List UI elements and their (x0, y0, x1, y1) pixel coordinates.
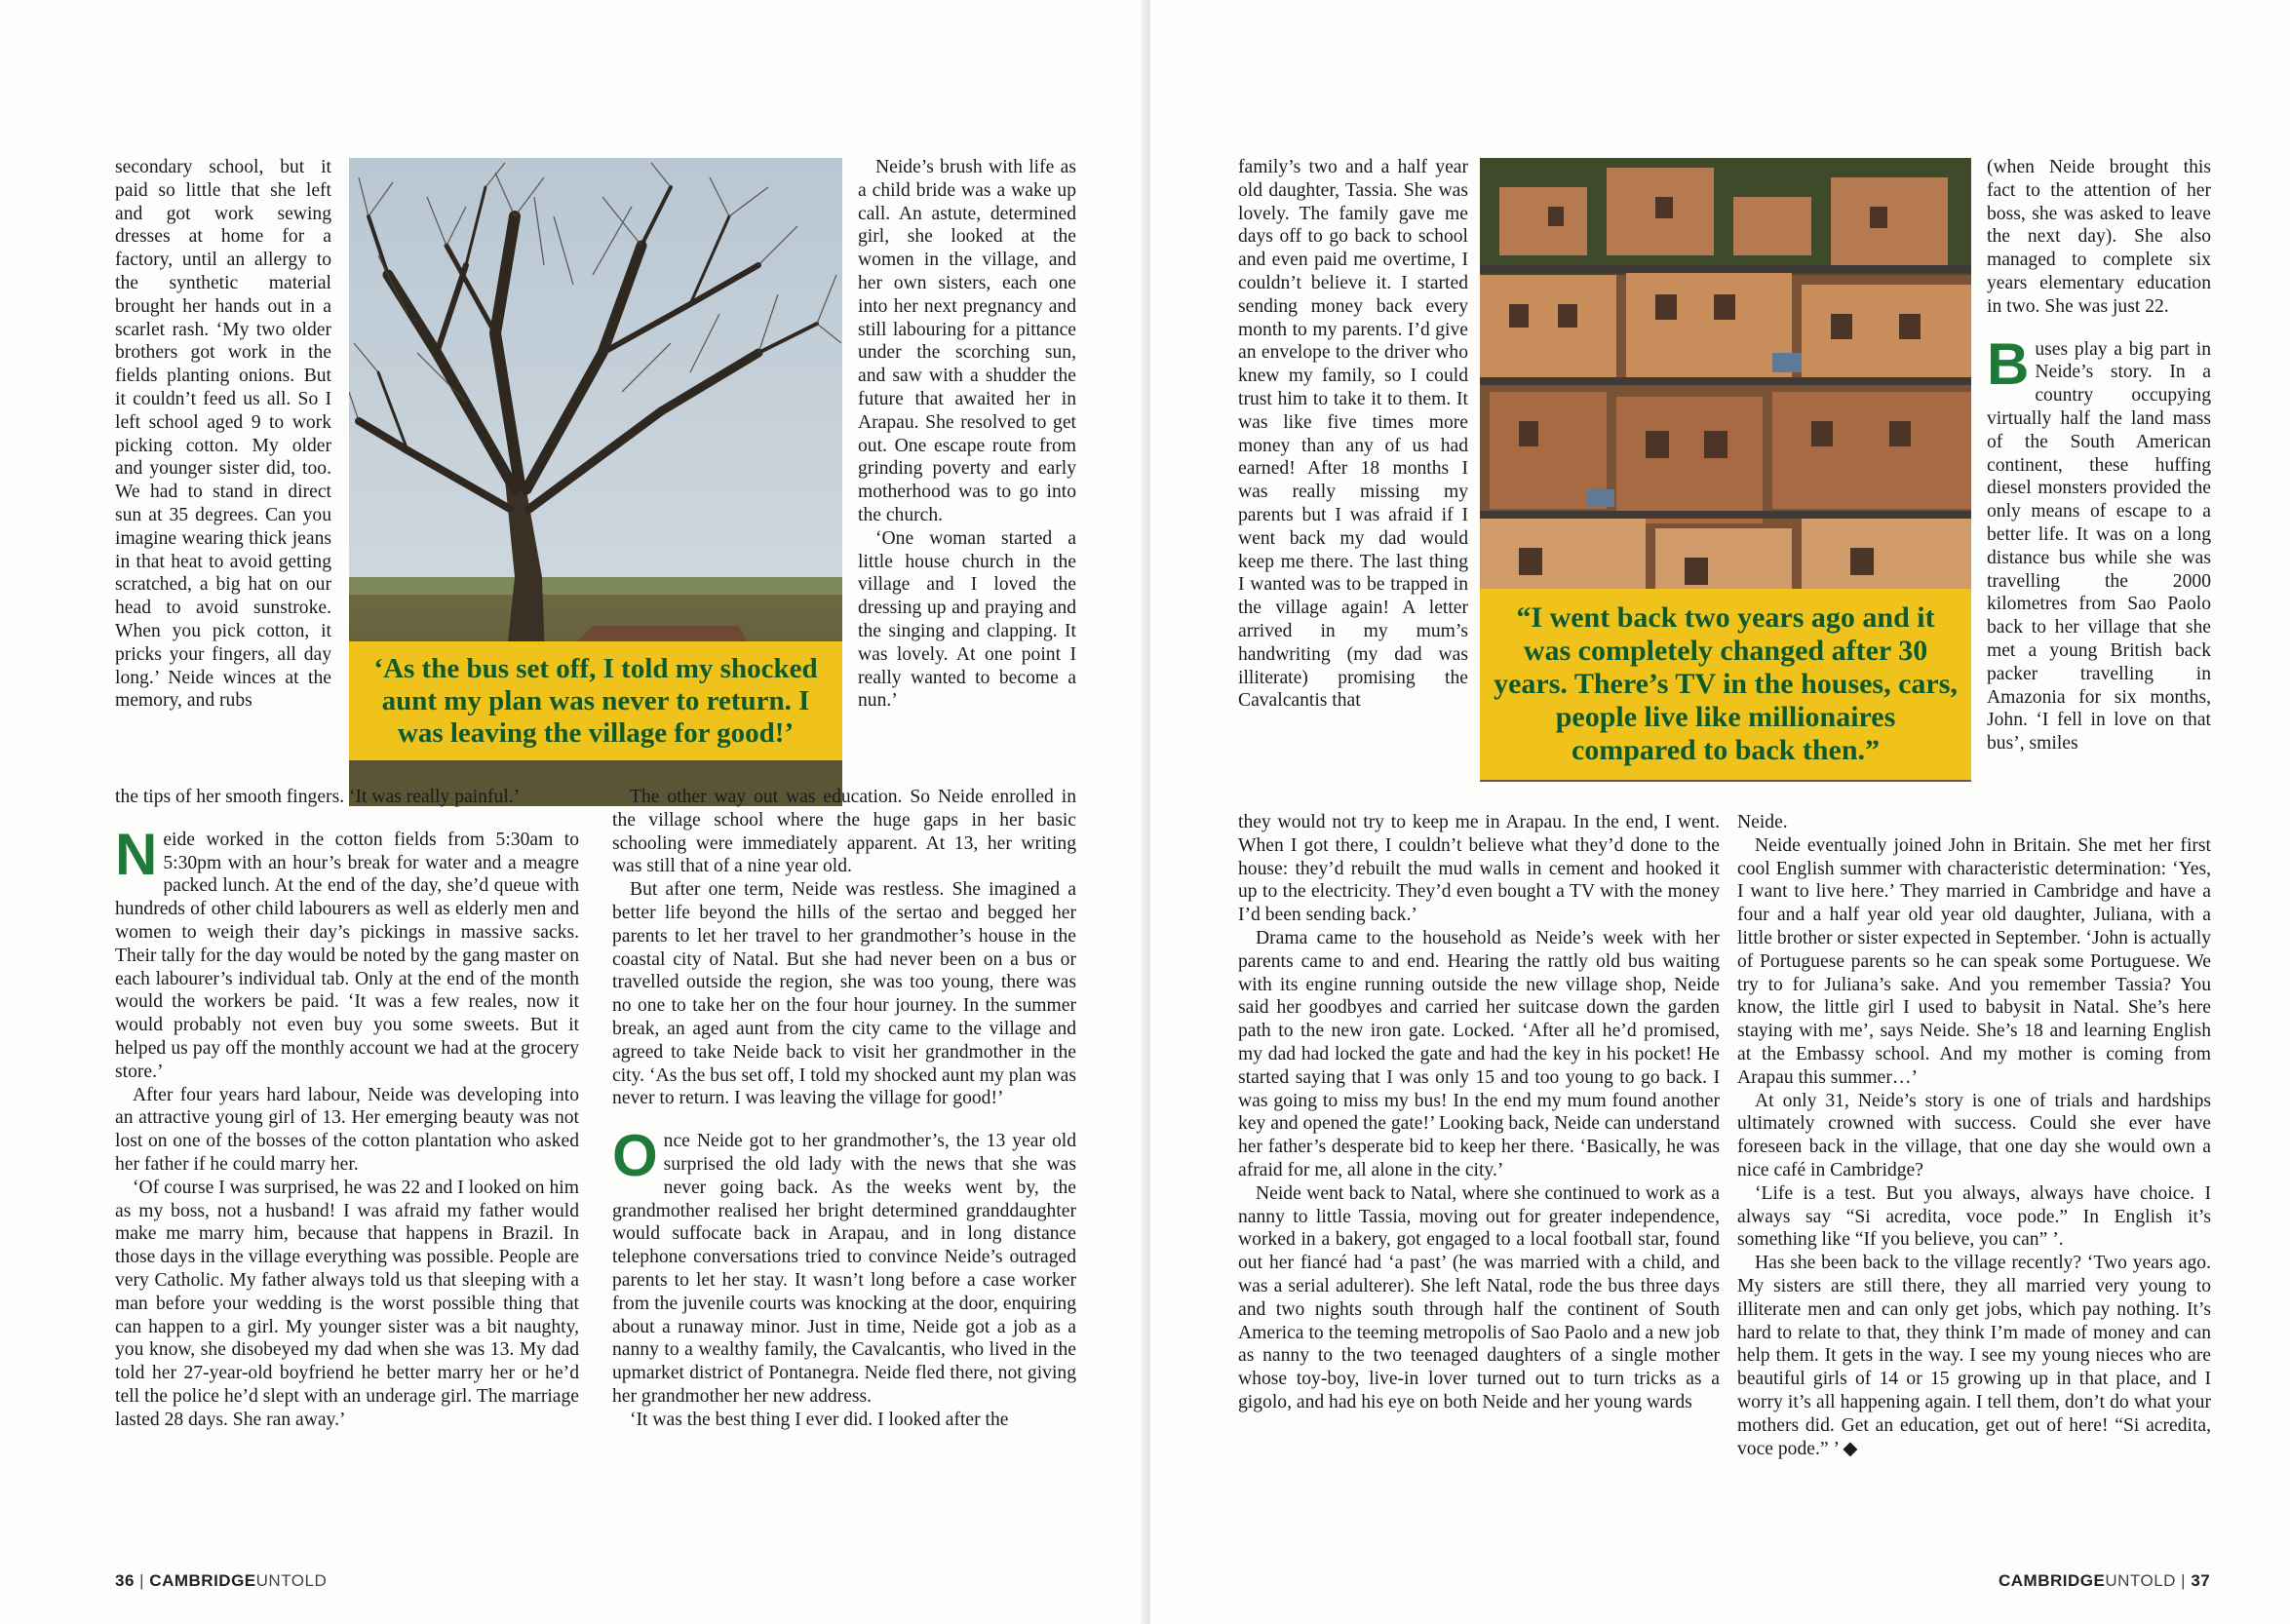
pull-quote (1480, 589, 1971, 780)
paragraph: Neide. (1737, 812, 1788, 832)
paragraph: But after one term, Neide was restless. She imagined a better life beyond the hills of the sertao and begged her parents to let her travel to her grandmother’s house in the coastal city of Natal. But she had never been on a bus or travelled outside the region, she was too young, there was no one to take her on the four hour journey. In the summer break, an aged aunt from the city came to the village and agreed to take Neide back to visit her grandmother in the city. ‘As the bus set off, I told my shocked aunt my plan was never to return. I was leaving the village for good!’ (612, 879, 1076, 1109)
paragraph-dropcap: Buses play a big part in Neide’s story. In a country occupying virtually half the land mass of the South American continent, these huffing diesel monsters provided the only means of escape to a better life. It was on a long distance bus while she was travelling the 2000 kilometres from Sao Paolo back to her village that she met a young British back packer travelling in Amazonia for six months, John. ‘I fell in love on that bus’, smiles (1987, 330, 2211, 754)
paragraph: ‘Life is a test. But you always, always have choice. I always say “Si acredita, voce pode.” In English it’s something like “If you believe, you can” ’. (1737, 1182, 2211, 1251)
paragraph: Neide eventually joined John in Britain. She met her first cool English summer with characteristic determination: ‘Yes, I want to live here.’ They married in Cambridge and have a four and a half year old year old daughter, Juliana, with a little brother or sister expected in September. ‘John is actually of Portuguese parents so he can speak some Portuguese. We try to for Juliana’s sake. And you remember Tassia? You know, the little girl I used to babysit in Natal. She’s here staying with me’, says Neide. She’s 18 and learning English at the Embassy school. And my mother is coming from Arapau this summer…’ (1737, 834, 2211, 1088)
paragraph: family’s two and a half year old daughter, Tassia. She was lovely. The family gave me days off to go back to school and even paid me overtime, I couldn’t believe it. I started sending money back every month to my parents. I’d give an envelope to the driver who knew my family, so I could trust him to take it to them. It was like five times more money than any of us had earned! After 18 months I was really missing my parents but I was afraid if I went back my dad would keep me there. The last thing I wanted was to be trapped in the village again! A letter arrived in my mum’s handwriting (my dad was illiterate) promising the Cavalcantis that (1238, 157, 1468, 712)
paragraph: Has she been back to the village recently? ‘Two years ago. My sisters are still there, they all married very young to illiterate men and can only get jobs, which pay nothing. It’s hard to relate to that, they think I’m made of money and can help them. It gets in the way. I see my young nieces who are beautiful girls of 14 or 15 growing up in that place, and I worry it’s all happening again. I tell them, don’t do what your mothers did. Get an education, get out of here! “Si acredita, voce pode.” ’ ◆ (1737, 1253, 2211, 1459)
paragraph: secondary school, but it paid so little that she left and got work sewing dresses at home for a factory, until an allergy to the synthetic material brought her hands out in a scarlet rash. ‘My two older brothers got work in the fields planting onions. But it couldn’t feed us all. So I left school aged 9 to work picking cotton. My older and younger sister did, too. We had to stand in direct sun at 35 degrees. Can you imagine wearing thick jeans in that heat to avoid getting scratched, a big hat on our head to avoid sunstroke. When you pick cotton, it pricks your fingers, all day long.’ Neide winces at the memory, and rubs (115, 157, 331, 712)
paragraph: they would not try to keep me in Arapau. In the end, I went. When I got there, I couldn’t believe what they’d done to the house: they’d rebuilt the mud walls in cement and hooked it up to the electricity. They’d even bought a TV with the money I’d been sending back.’ (1238, 812, 1720, 926)
magazine-title-2: UNTOLD (255, 1571, 328, 1590)
page-number: 37 (2191, 1571, 2211, 1590)
right-col2-narrow (1987, 156, 2211, 811)
paragraph-dropcap: Neide worked in the cotton fields from 5:30am to 5:30pm with an hour’s break for water and a meagre packed lunch. At the end of the day, she’d queue with hundreds of other child labourers as well as elderly men and women to weigh their day’s pickings in massive sacks. Their tally for the day would be noted by the gang master on each labourer’s individual tab. Only at the end of the month would the workers be paid. ‘It was a few reales, now it would probably not even buy you some sweets. But it helped us pay off the monthly account we had at the grocery store.’ (115, 821, 579, 1082)
paragraph: (when Neide brought this fact to the attention of her boss, she was asked to leave the next day). She also managed to complete six years elementary education in two. She was just 22. (1987, 157, 2211, 317)
left-col1-narrow (115, 156, 331, 799)
paragraph: Drama came to the household as Neide’s week with her parents came to and end. Hearing the rattly old bus waiting with its engine running outside the new village shop, Neide said her goodbyes and carried her suitcase down the garden path to the new iron gate. Locked. ‘After all he’d promised, my dad had locked the gate and had the key in his pocket! He started saying that I was only 15 and too young to go back. I was going to miss my bus! In the end my mum found another key and opened the gate!’ Looking back, Neide can understand her father’s desperate bid to keep her there. ‘Basically, he was afraid for me, all alone in the city.’ (1238, 927, 1720, 1180)
paragraph: The other way out was education. So Neide enrolled in the village school where the huge gaps in her basic schooling were immediately apparent. At 13, her writing was still that of a nine year old. (612, 787, 1076, 877)
pull-quote-text: “I went back two years ago and it was completely changed after 30 years. There’s TV in the houses, cars, people live like millionaires compared to back then.” (1494, 601, 1958, 766)
paragraph: At only 31, Neide’s story is one of trials and hardships ultimately crowned with success. Could she ever have foreseen back in the village, that one day she would own a nice café in Cambridge? (1737, 1090, 2211, 1180)
left-col2-narrow (858, 156, 1076, 790)
magazine-title-2: UNTOLD (2105, 1571, 2176, 1590)
folio-left: 36 | CAMBRIDGEUNTOLD (115, 1571, 328, 1590)
paragraph: After four years hard labour, Neide was developing into an attractive young girl of 13. Her emerging beauty was not lost on one of the bosses of the cotton plantation who asked her father if he could marry her. (115, 1084, 579, 1175)
right-col1-wide (1238, 811, 1720, 1552)
page-number: 36 (115, 1571, 135, 1590)
magazine-title: CAMBRIDGE (1999, 1571, 2106, 1590)
folio-right: CAMBRIDGEUNTOLD | 37 (1999, 1571, 2211, 1590)
paragraph: Neide went back to Natal, where she continued to work as a nanny to little Tassia, moving out for greater independence, worked in a bakery, got engaged to a local football star, found out her fiancé had ‘a past’ (he was married with a child, and was a serial adulterer). She left Natal, rode the bus three days and two nights south through half the continent of South America to the teeming metropolis of Sao Paolo and a new job as nanny to the two teenaged daughters of a single mother whose toy-boy, live-in lover turned out to turn tricks as a gigolo, and had his eye on both Neide and her young wards (1238, 1182, 1720, 1412)
drop-cap: O (612, 1123, 658, 1189)
pull-quote-text: ‘As the bus set off, I told my shocked aunt my plan was never to return. I was leaving the village for good!’ (373, 652, 818, 749)
drop-cap: N (115, 821, 158, 887)
right-col2-wide (1737, 811, 2211, 1552)
right-page (1150, 0, 2290, 1624)
paragraph: ‘Of course I was surprised, he was 22 and I looked on him as my boss, not a husband! I was afraid my father would make me marry him, because that happens in Brazil. In those days in the village everything was possible. People are very Catholic. My father always told us that sleeping with a man before your wedding is the worst possible thing that can happen to a girl. My younger sister was a bit naughty, you know, she disobeyed my dad when she was 13. My dad told her 27-year-old boyfriend he better marry her or he’d tell the police he’d slept with an underage girl. The marriage lasted 28 days. She ran away.’ (115, 1177, 579, 1430)
paragraph: the tips of her smooth fingers. ‘It was really painful.’ (115, 787, 521, 807)
left-col2-wide (612, 786, 1076, 1546)
right-col1-narrow (1238, 156, 1468, 819)
paragraph: ‘It was the best thing I ever did. I looked after the (630, 1409, 1009, 1430)
pull-quote (349, 641, 842, 760)
paragraph: Neide’s brush with life as a child bride was a wake up call. An astute, determined girl, she looked at the women in the village, and her own sisters, each one into her next pregnancy and still labouring for a pittance under the scorching sun, and saw with a shudder the future that awaited her in Arapau. She resolved to get out. One escape route from grinding poverty and early motherhood was to go into the church. (858, 157, 1076, 525)
drop-cap: B (1987, 330, 2030, 397)
left-col1-wide (115, 786, 579, 1546)
paragraph-dropcap: Once Neide got to her grandmother’s, the 13 year old surprised the old lady with the news that she was never going back. As the weeks went by, the grandmother realised her bright determined granddaughter would suffocate back in Arapau, and in long distance telephone conversations tried to convince Neide’s outraged parents to let her stay. It wasn’t long before a case worker from the juvenile courts was knocking at the door, enquiring about a runaway minor. Just in time, Neide got a job as a nanny to a wealthy family, the Cavalcantis, who lived in the upmarket district of Pontanegra. Neide fled there, not giving her grandmother her new address. (612, 1123, 1076, 1407)
paragraph: ‘One woman started a little house church in the village and I loved the dressing up and praying and the singing and clapping. It was lovely. At one point I really wanted to become a nun.’ (858, 527, 1076, 712)
magazine-title: CAMBRIDGE (149, 1571, 256, 1590)
